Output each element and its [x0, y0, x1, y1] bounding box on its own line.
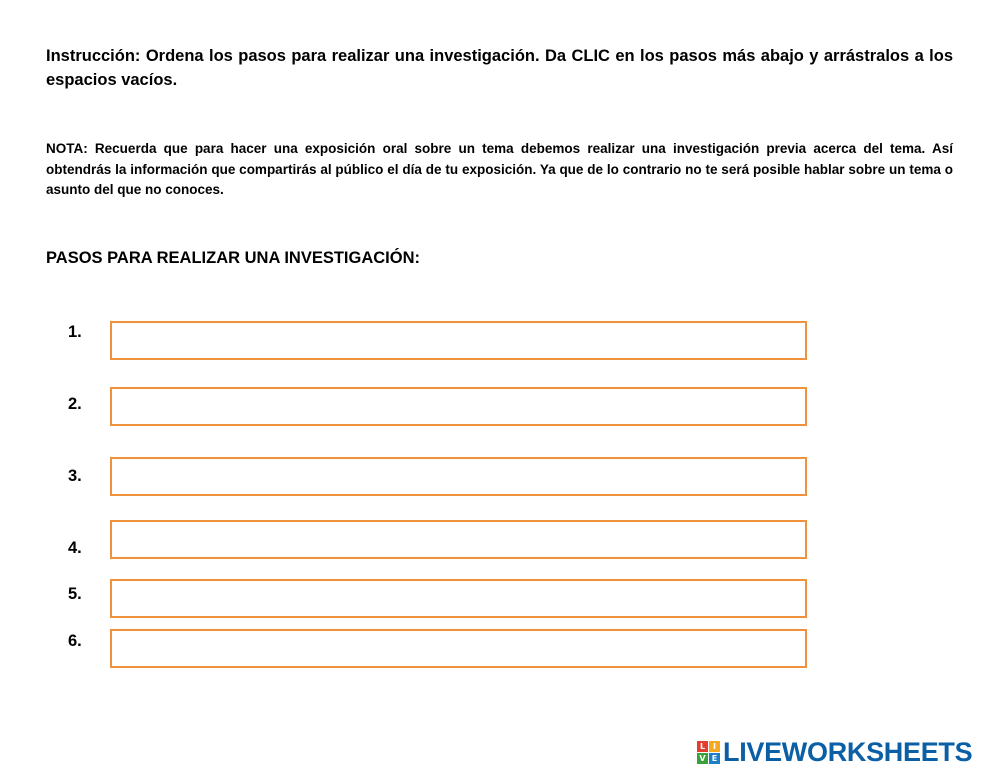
- step-number-3: 3.: [68, 467, 82, 485]
- drop-slot-6[interactable]: [110, 629, 807, 668]
- drop-slot-3[interactable]: [110, 457, 807, 496]
- note-text: NOTA: Recuerda que para hacer una exposición oral sobre un tema debemos realizar una investigación previa acerca del tema. Así obtendrás la información que compartirás al público el día de tu exposición. Ya que de lo contrario no te será posible hablar sobre un tema o asunto del que no conoces.: [46, 141, 953, 197]
- logo-mark-icon: [697, 741, 720, 764]
- logo-wordmark: LIVEWORKSHEETS: [723, 736, 973, 767]
- logo-letter: E: [709, 753, 720, 764]
- logo-letter: V: [697, 753, 708, 764]
- section-heading: PASOS PARA REALIZAR UNA INVESTIGACIÓN:: [46, 249, 421, 267]
- drop-slot-1[interactable]: [110, 321, 807, 360]
- liveworksheets-logo[interactable]: [697, 737, 972, 767]
- drop-slot-4[interactable]: [110, 520, 807, 559]
- drop-slot-2[interactable]: [110, 387, 807, 426]
- step-number-2: 2.: [68, 395, 82, 413]
- instruction-text: Instrucción: Ordena los pasos para realizar una investigación. Da CLIC en los pasos más abajo y arrástralos a los espacios vacíos.: [46, 47, 953, 89]
- logo-letter: I: [709, 741, 720, 752]
- drop-slot-5[interactable]: [110, 579, 807, 618]
- step-number-4: 4.: [68, 539, 82, 557]
- step-number-5: 5.: [68, 585, 82, 603]
- step-number-6: 6.: [68, 632, 82, 650]
- logo-letter: L: [697, 741, 708, 752]
- step-number-1: 1.: [68, 323, 82, 341]
